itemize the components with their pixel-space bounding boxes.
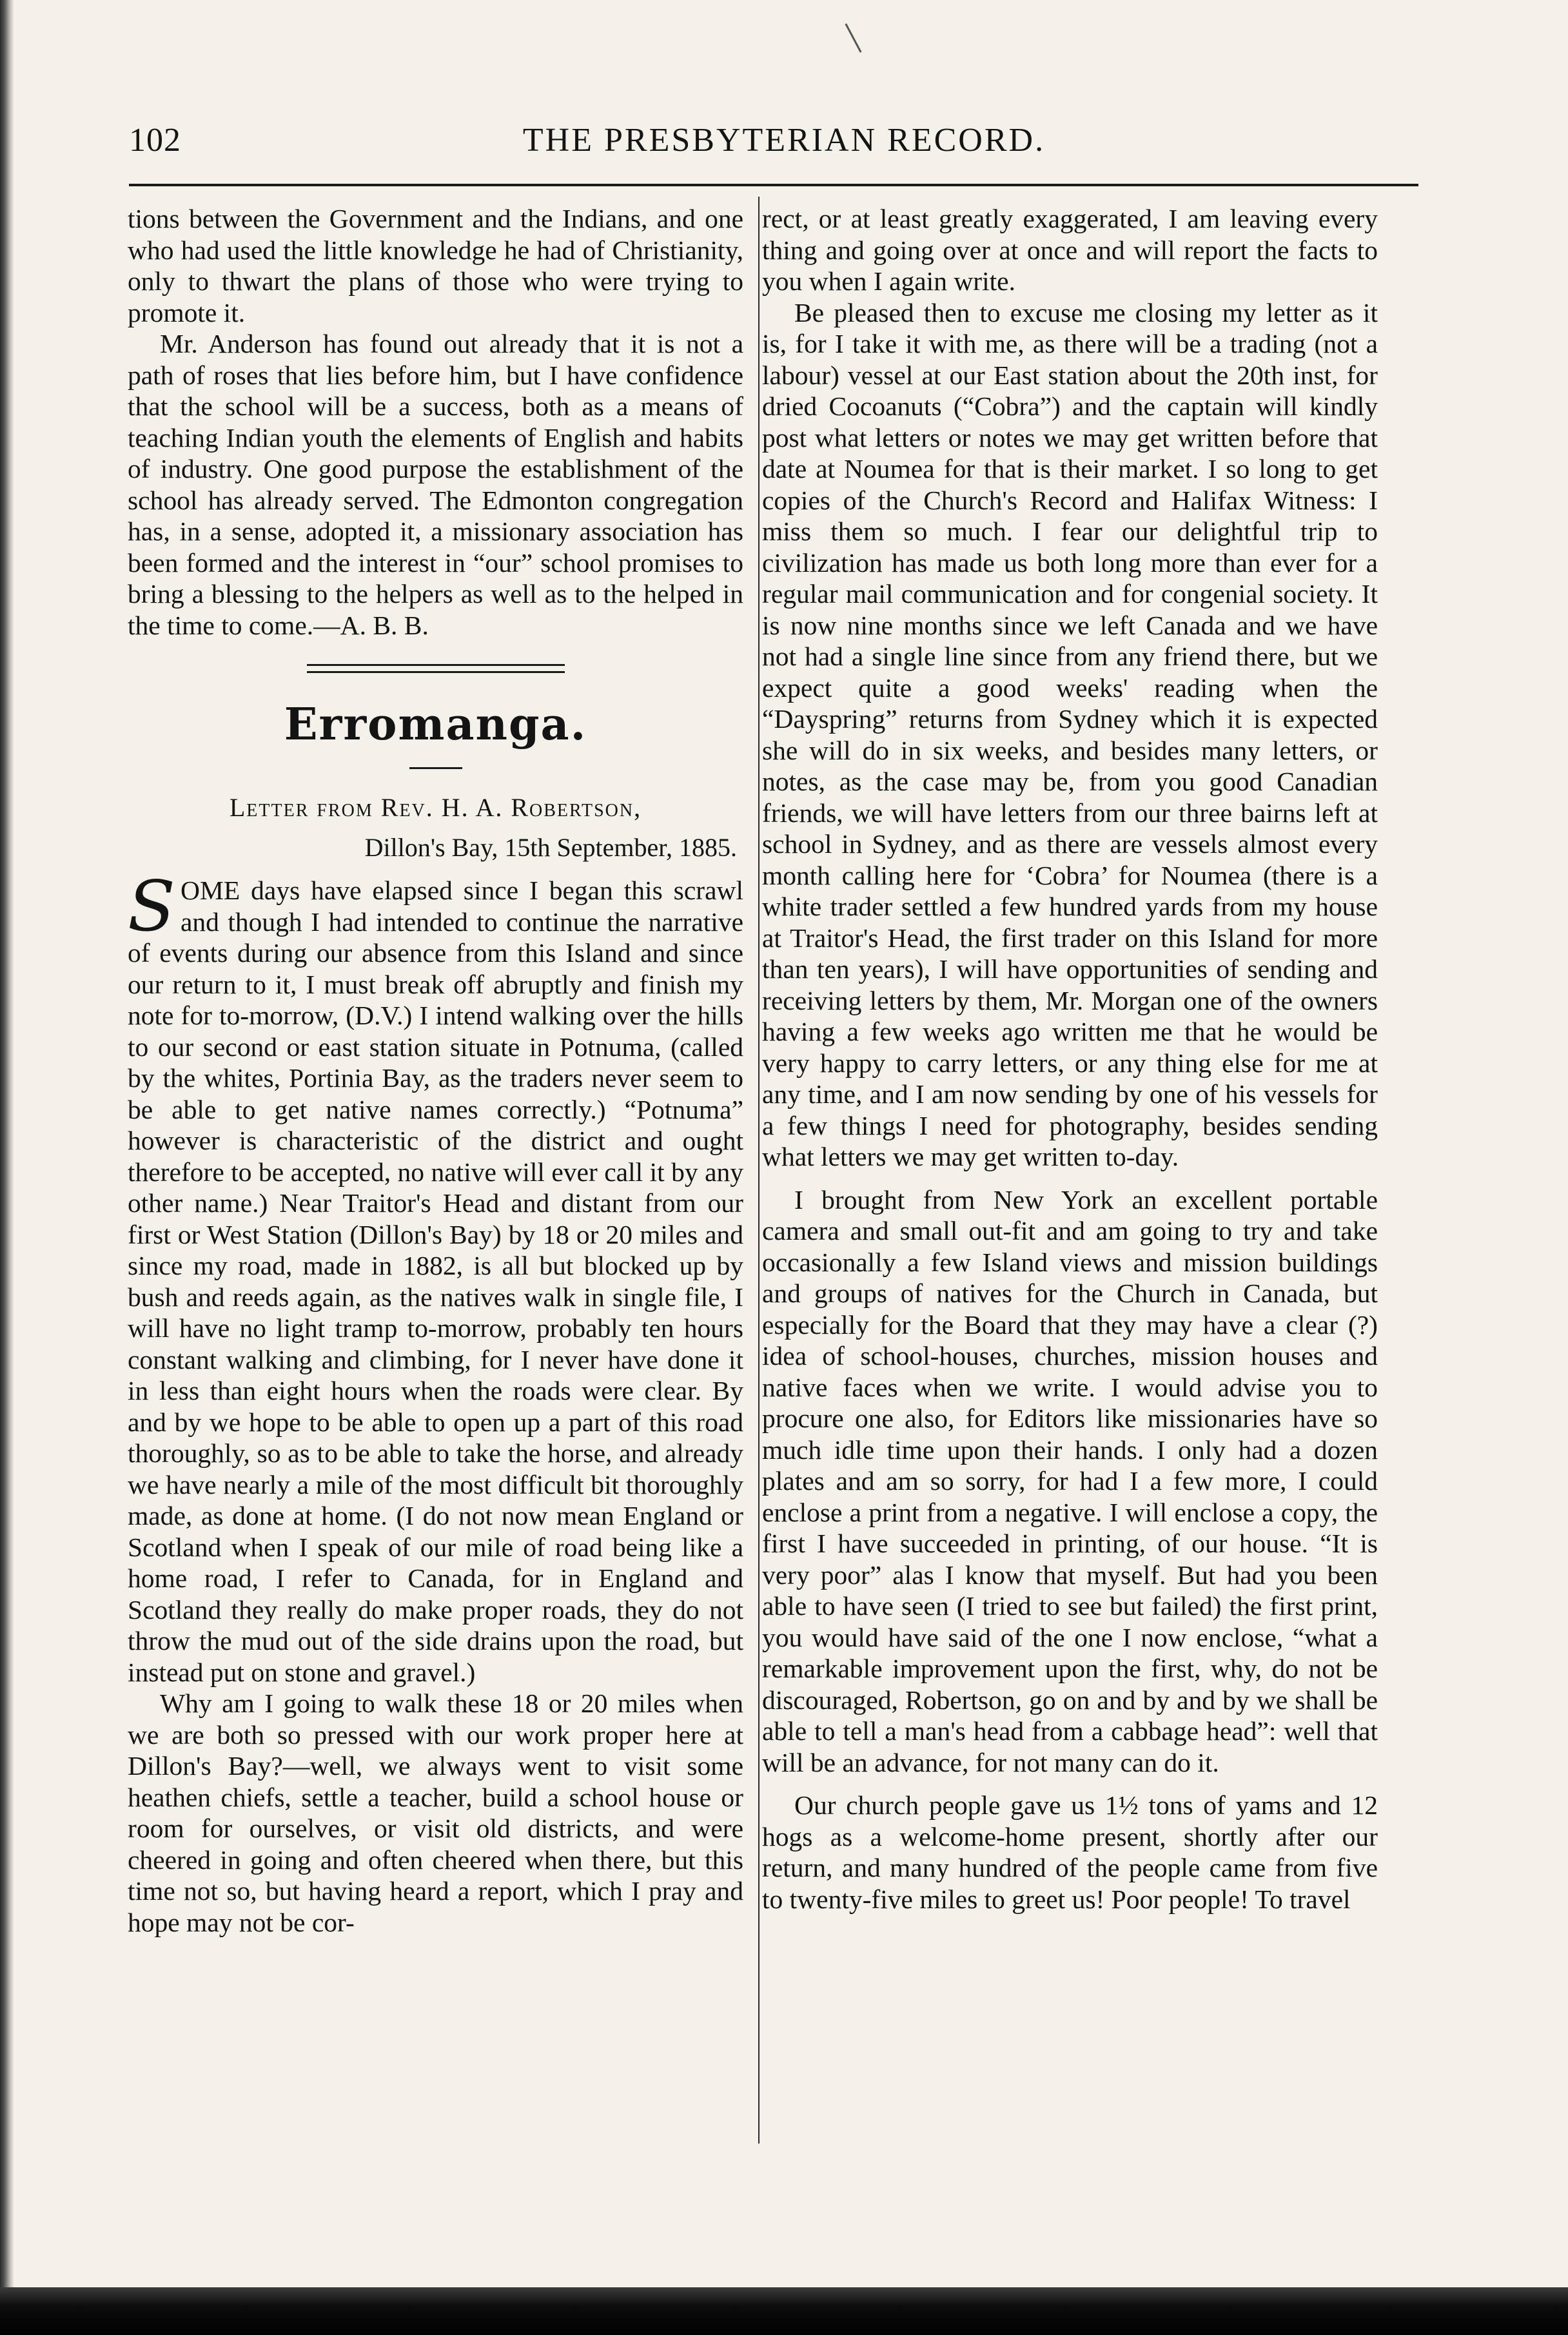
paragraph: Why am I going to walk these 18 or 20 miles when we are both so pressed with our work proper here at Dillon's Bay?—well, we always went to visit some heathen chiefs, settle a teacher, build a school house or room for ourselves, or visit old districts, and were cheered in going and often cheered when there, but this time not so, but having heard a report, which I pray and hope may not be cor-	[128, 1688, 743, 1937]
paragraph: tions between the Government and the Indians, and one who had used the little knowledge he had of Christianity, only to thwart the plans of those who were trying to promote it.	[128, 204, 743, 327]
running-title: THE PRESBYTERIAN RECORD.	[522, 122, 1046, 159]
opening-paragraph-text: OME days have elapsed since I began this scrawl and though I had intended to continue the narrative of events during our absence from this Island and since our return to it, I must break off abruptly and finish my note for to-morrow, (D.V.) I intend walking over the hills to our second or east station situate in Potnuma, (called by the whites, Portinia Bay, as the traders never seem to be able to get native names correctly.) “Potnuma” however is characteristic of the district and ought therefore to be accepted, no native will ever call it by any other name.) Near Traitor's Head and distant from our first or West Station (Dillon's Bay) by 18 or 20 miles and since my road, made in 1882, is all but blocked up by bush and reeds again, as the natives walk in single file, I will have no light tramp to-morrow, probably ten hours constant walking and climbing, for I never have done it in less than eight hours when the roads were clear. By and by we hope to be able to open up a part of this road thoroughly, so as to be able to take the horse, and already we have nearly a mile of the most difficult bit thoroughly made, as done at home. (I do not now mean England or Scotland when I speak of our mile of road being like a home road, I refer to Canada, for in England and Scotland they really do make proper roads, they do not throw the mud out of the side drains upon the road, but instead put on stone and gravel.)	[128, 875, 743, 1687]
section-short-rule	[409, 767, 462, 769]
paragraph: Mr. Anderson has found out already that it is not a path of roses that lies before him, but I have confidence that the school will be a success, both as a means of teaching Indian youth the elements of English and habits of industry. One good purpose the establishment of the school has already served. The Edmonton congregation has, in a sense, adopted it, a missionary association has been formed and the interest in “our” school promises to bring a blessing to the helpers as well as to the helped in the time to come.—A. B. B.	[128, 329, 743, 640]
page-number: 102	[129, 122, 181, 159]
opening-paragraph	[128, 866, 743, 1688]
scan-bottom-edge	[0, 2287, 1568, 2335]
drop-cap: S	[128, 866, 175, 947]
letter-heading: Letter from Rev. H. A. Robertson,	[229, 793, 642, 822]
paragraph: I brought from New York an excellent portable camera and small out-fit and am going to try and take occasionally a few Island views and mission buildings and groups of natives for the Church in Canada, but especially for the Board that they may have a clear (?) idea of school-houses, churches, mission houses and native faces when we write. I would advise you to procure one also, for Editors like missionaries have so much idle time upon their hands. I only had a dozen plates and am so sorry, for had I a few more, I could enclose a print from a negative. I will enclose a copy, the first I have succeeded in printing, of our house. “It is very poor” alas I know that myself. But had you been able to have seen (I tried to see but failed) the first print, you would have said of the one I now enclose, “what a remarkable improvement upon the first, why, do not be discouraged, Robertson, go on and by and by we shall be able to tell a man's head from a cabbage head”: well that will be an advance, for not many can do it.	[762, 1184, 1378, 1777]
header-rule	[129, 184, 1418, 186]
section-title: Erromanga.	[284, 699, 587, 750]
dateline: Dillon's Bay, 15th September, 1885.	[364, 833, 737, 862]
left-column	[128, 203, 743, 1938]
right-column	[762, 203, 1378, 1915]
paragraph: Be pleased then to excuse me closing my letter as it is, for I take it with me, as there will be a trading (not a labour) vessel at our East station about the 20th inst, for dried Cocoanuts (“Cobra”) and the captain will kindly post what letters or notes we may get written before that date at Noumea for that is their market. I so long to get copies of the Church's Record and Halifax Witness: I miss them so much. I fear our delightful trip to civilization has made us both long more than ever for a regular mail communication and for congenial society. It is now nine months since we left Canada and we have not had a single line since from any friend there, but we expect quite a good weeks' reading when the “Dayspring” returns from Sydney which it is expected she will do in six weeks, and besides many letters, or notes, as the case may be, from you good Canadian friends, we will have letters from our three bairns left at school in Sydney, and as there are vessels almost every month calling here for ‘Cobra’ for Noumea (there is a white trader settled a few hundred yards from my house at Traitor's Head, the first trader on this Island for more than ten years), I will have opportunities of sending and receiving letters by them, Mr. Morgan one of the owners having a few weeks ago written me that he would be very happy to carry letters, or any thing else for me at any time, and I am now sending by one of his vessels for a few things I need for photography, besides sending what letters we may get written to-day.	[762, 297, 1378, 1171]
scan-edge-shadow	[0, 0, 14, 2335]
scan-speck	[845, 23, 861, 53]
paragraph: rect, or at least greatly exaggerated, I am leaving every thing and going over at once and will report the facts to you when I again write.	[762, 204, 1378, 296]
paragraph: Our church people gave us 1½ tons of yams and 12 hogs as a welcome-home present, shortly after our return, and many hundred of the people came from five to twenty-five miles to greet us! Poor people! To travel	[762, 1790, 1378, 1914]
section-double-rule	[307, 664, 565, 673]
column-divider	[758, 197, 760, 2144]
